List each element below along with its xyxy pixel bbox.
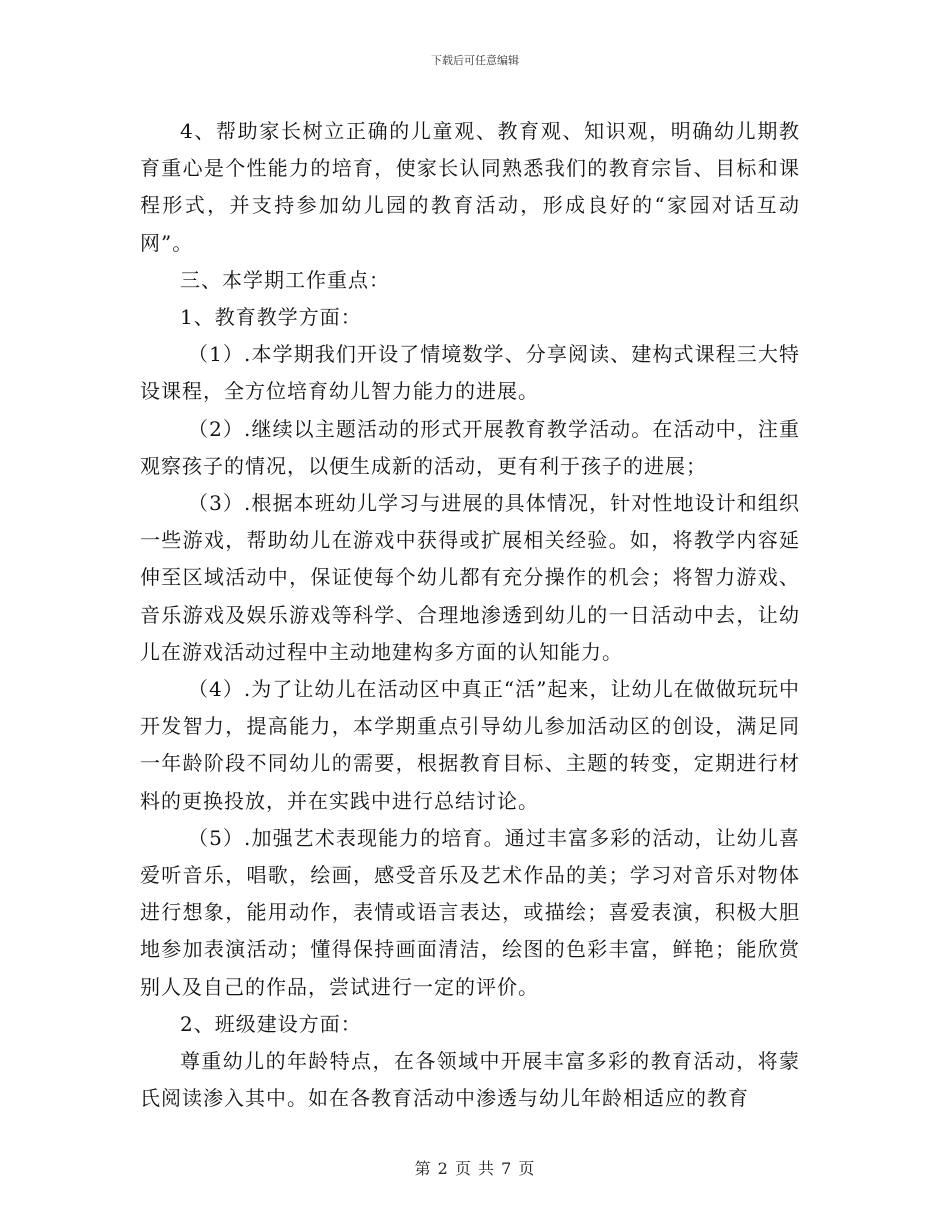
- subheading-teaching: 1、教育教学方面：: [180, 305, 362, 330]
- paragraph-class-building: 尊重幼儿的年龄特点，在各领域中开展丰富多彩的教育活动，将蒙氏阅读渗入其中。如在各教育活动中渗透与幼儿年龄相适应的教育: [140, 1049, 800, 1111]
- paragraph-item-4: （4）.为了让幼儿在活动区中真正“活”起来，让幼儿在做做玩玩中开发智力，提高能力，本学期重点引导幼儿参加活动区的创设，满足同一年龄阶段不同幼儿的需要，根据教育目标、主题的转变，定期进行材料的更换投放，并在实践中进行总结讨论。: [140, 677, 800, 813]
- paragraph-item-5: （5）.加强艺术表现能力的培育。通过丰富多彩的活动，让幼儿喜爱听音乐，唱歌，绘画，感受音乐及艺术作品的美；学习对音乐对物体进行想象，能用动作，表情或语言表达，或描绘；喜爱表演，积极大胆地参加表演活动；懂得保持画面清洁，绘图的色彩丰富，鲜艳；能欣赏别人及自己的作品，尝试进行一定的评价。: [140, 825, 800, 999]
- subheading-class-building: 2、班级建设方面：: [180, 1011, 362, 1036]
- paragraph-family-education: 4、帮助家长树立正确的儿童观、教育观、知识观，明确幼儿期教育重心是个性能力的培育，使家长认同熟悉我们的教育宗旨、目标和课程形式，并支持参加幼儿园的教育活动，形成良好的“家园对话互动网”。: [140, 119, 800, 255]
- document-body: [140, 113, 800, 1117]
- paragraph-item-1: （1）.本学期我们开设了情境数学、分享阅读、建构式课程三大特设课程，全方位培育幼儿智力能力的进展。: [140, 342, 800, 404]
- page-number-footer: 第 2 页 共 7 页: [414, 1159, 536, 1178]
- page-header: 下载后可任意编辑: [431, 54, 519, 67]
- paragraph-item-3: （3）.根据本班幼儿学习与进展的具体情况，针对性地设计和组织一些游戏，帮助幼儿在游戏中获得或扩展相关经验。如，将教学内容延伸至区域活动中，保证使每个幼儿都有充分操作的机会；将智力游戏、音乐游戏及娱乐游戏等科学、合理地渗透到幼儿的一日活动中去，让幼儿在游戏活动过程中主动地建构多方面的认知能力。: [140, 491, 800, 664]
- paragraph-item-2: （2）.继续以主题活动的形式开展教育教学活动。在活动中，注重观察孩子的情况，以便生成新的活动，更有利于孩子的进展；: [140, 416, 800, 478]
- section-heading-work-focus: 三、本学期工作重点：: [180, 267, 390, 292]
